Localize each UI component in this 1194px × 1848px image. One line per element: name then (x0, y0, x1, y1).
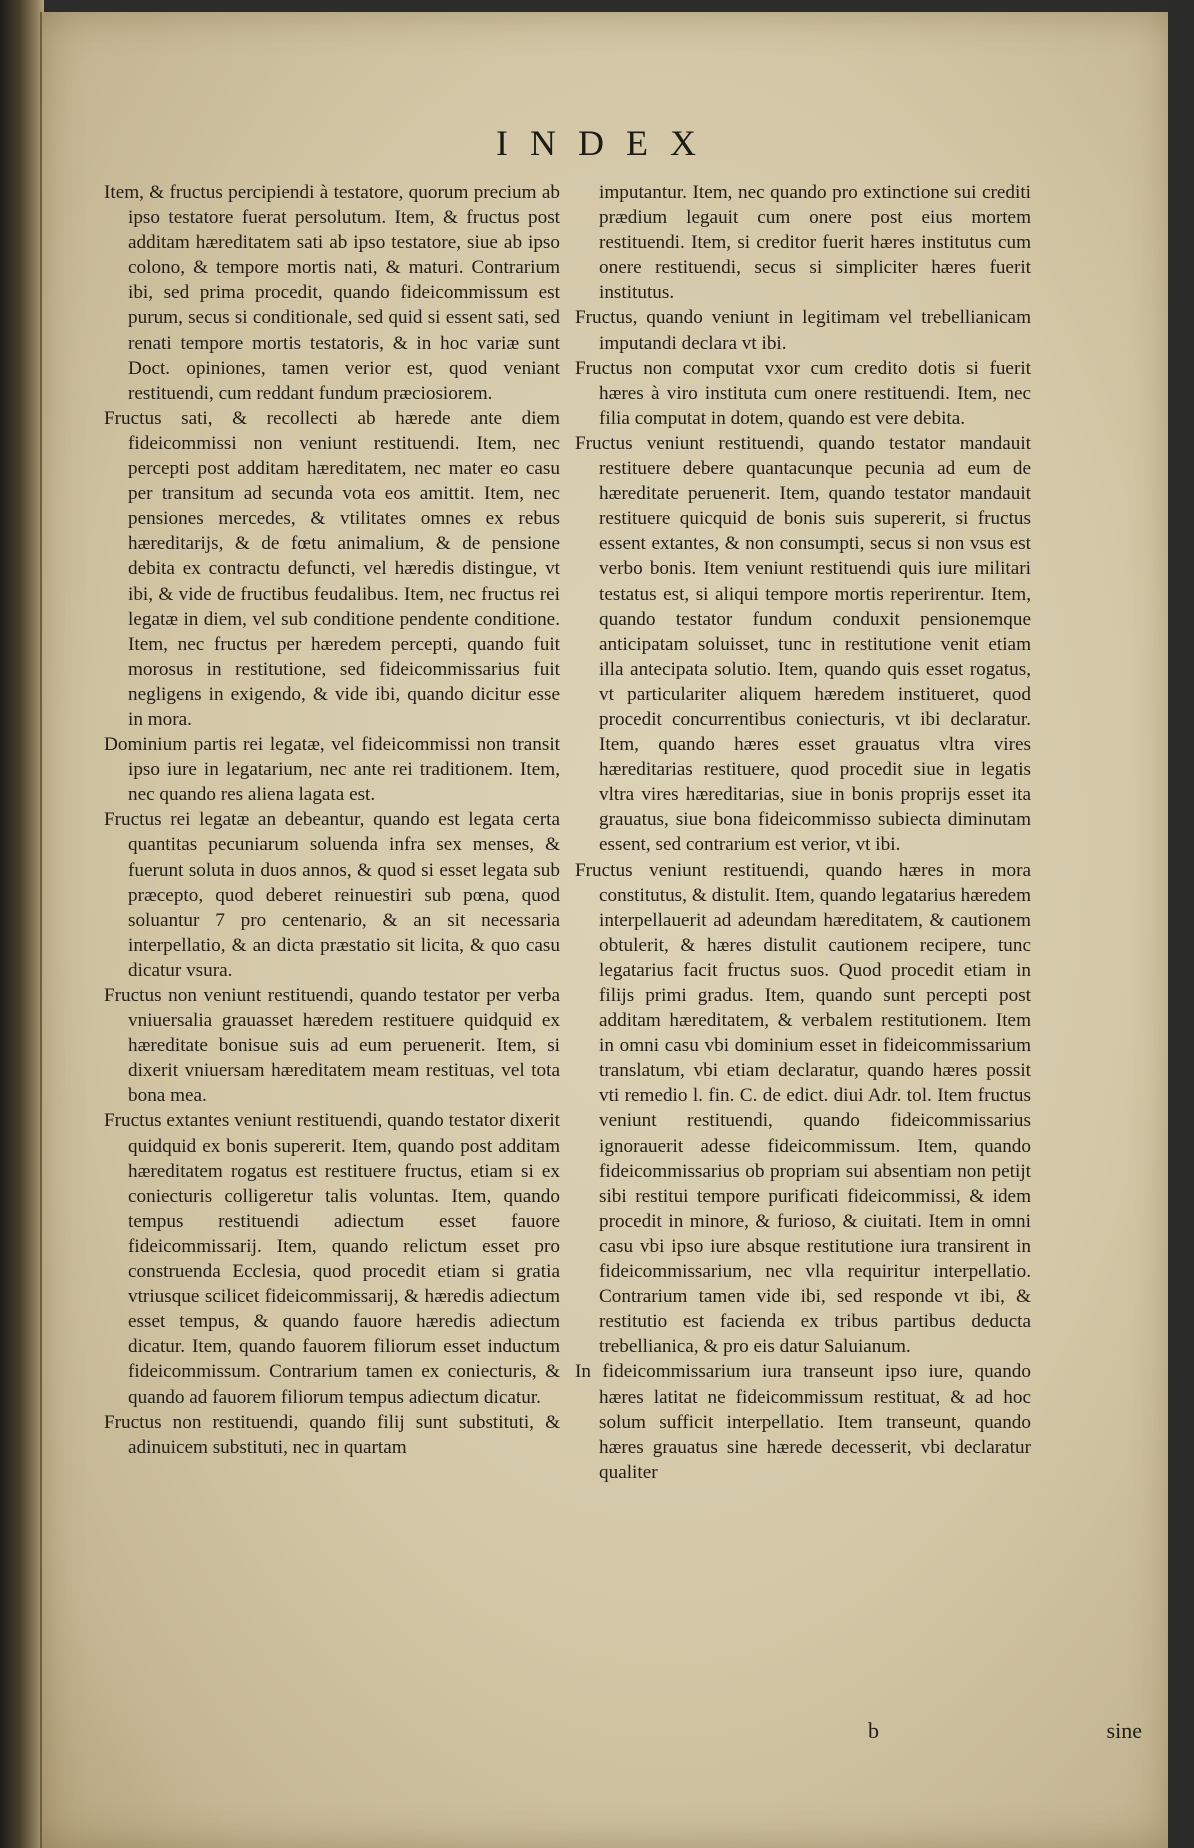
catchword: sine (1106, 1718, 1142, 1743)
index-entry: Dominium partis rei legatæ, vel fideicommissi non transit ipso iure in legatarium, nec ante rei traditionem. Item, nec quando res aliena lagata est. (104, 734, 560, 806)
index-entry: Fructus non computat vxor cum credito dotis si fuerit hæres à viro instituta cum onere restituendi. Item, nec filia computat in dotem, quando est vere debita. (575, 357, 1031, 429)
scan-background-edge (1168, 0, 1194, 1848)
index-entry: Fructus sati, & recollecti ab hærede ante diem fideicommissi non veniunt restituendi. Item, nec percepti post additam hæreditatem, nec mater eo casu per transitum ad secunda vota eos amittit. Item, nec pensiones mercedes, & vtilitates omnes ex rebus hæreditarijs, & de fœtu animalium, & de pensione debita ex contractu defuncti, vel hæredis distingue, vt ibi, & vide de fructibus feudalibus. Item, nec fructus rei legatæ in diem, vel sub conditione pendente conditione. Item, nec fructus per hæredem percepti, quando fuit morosus in restitutione, sed fideicommissarius fuit negligens in exigendo, & vide ibi, quando dicitur esse in mora. (104, 407, 560, 730)
index-entry: Item, & fructus percipiendi à testatore, quorum precium ab ipso testatore fuerat persolutum. Item, & fructus post additam hæreditatem sati ab ipso testatore, siue ab ipso colono, & tempore mortis nati, & maturi. Contrarium ibi, sed prima procedit, quando fideicommissum est purum, secus si conditionale, sed quid si essent sati, sed renati tempore mortis testatoris, & in hoc variæ sunt Doct. opiniones, tamen verior est, quod veniant restituendi, cum reddant fundum præciosiorem. (104, 182, 560, 404)
page-footer (852, 1718, 1142, 1744)
index-entry: Fructus veniunt restituendi, quando hæres in mora constitutus, & distulit. Item, quando legatarius hæredem interpellauerit ad adeundam hæreditatem, & cautionem obtulerit, & hæres distulit cautionem recipere, tunc legatarius facit fructus suos. Quod procedit etiam in filijs primi gradus. Item, quando sunt percepti post additam hæreditatem, & verbalem restitutionem. Item in omni casu vbi dominium esset in fideicommissarium translatum, vbi etiam declaratur, quando hæres possit vti remedio l. fin. C. de edict. diui Adr. tol. Item fructus veniunt restituendi, quando fideicommissarius ignorauerit adesse fideicommissum. Item, quando fideicommissarius ob propriam sui absentiam non petijt sibi restitui tempore purificati fideicommissi, & idem procedit in minore, & furioso, & ciuitati. Item in omni casu vbi ipso iure absque restitutione iura transirent in fideicommissarium, nec vlla requiritur interpellatio. Contrarium tamen vide ibi, sed responde vt ibi, & restitutio est facienda ex tribus partibus deducta trebellianica, & pro eis datur Saluianum. (575, 859, 1031, 1358)
index-entry: Fructus, quando veniunt in legitimam vel trebellianicam imputandi declara vt ibi. (575, 307, 1031, 354)
index-entry: Fructus rei legatæ an debeantur, quando est legata certa quantitas pecuniarum soluenda infra sex menses, & fuerunt soluta in duos annos, & quod si esset legata sub præcepto, quod deberet reinuestiri sub pœna, quod soluantur 7 pro centenario, & an sit necessaria interpellatio, & an dicta præstatio sit licita, & quo casu dicatur vsura. (104, 809, 560, 981)
page-title: INDEX (496, 123, 718, 163)
binding-spine (0, 0, 44, 1848)
index-entry-continuation: imputantur. Item, nec quando pro extinctione sui crediti prædium legauit cum onere post eius mortem restituendi. Item, si creditor fuerit hæres institutus cum onere restituendi, secus si simpliciter hæres fuerit institutus. (599, 182, 1031, 304)
index-entry: In fideicommissarium iura transeunt ipso iure, quando hæres latitat ne fideicommissum restituat, & ad hoc solum sufficit interpellatio. Item transeunt, quando hæres grauatus sine hærede decesserit, vbi declaratur qualiter (575, 1361, 1031, 1483)
book-page (40, 12, 1172, 1848)
signature-mark: b (868, 1718, 879, 1743)
index-entry: Fructus non veniunt restituendi, quando testator per verba vniuersalia grauasset hæredem restituere quidquid ex hæreditate bonisue suis ad eum peruenerit. Item, si dixerit vniuersam hæreditatem meam restituas, vel tota bona mea. (104, 985, 560, 1107)
index-entry: Fructus non restituendi, quando filij sunt substituti, & adinuicem substituti, nec in quartam (104, 1411, 560, 1458)
left-column (104, 180, 560, 1460)
index-entry: Fructus veniunt restituendi, quando testator mandauit restituere debere quantacunque pecunia ad eum de hæreditate peruenerit. Item, quando testator mandauit restituere quicquid de bonis suis supererit, si fructus essent extantes, & non consumpti, secus si non vsus est verbo bonis. Item veniunt restituendi quis iure militari testatus est, si aliqui tempore mortis reperirentur. Item, quando testator fundum conduxit pensionemque anticipatam soluisset, tunc in restitutione venit etiam illa antecipata solutio. Item, quando quis esset rogatus, vt particulariter aliquem hæredem institueret, quod procedit concurrentibus coniecturis, vt ibi declaratur. Item, quando hæres esset grauatus vltra vires hæreditarias restituere, quod procedit siue in legatis vltra vires hæreditarias, siue in bonis proprijs esset ita grauatus, siue bona fideicommisso subiecta diminutam essent, sed contrarium est verior, vt ibi. (575, 432, 1031, 856)
right-column (575, 180, 1031, 1485)
index-entry: Fructus extantes veniunt restituendi, quando testator dixerit quidquid ex bonis supererit. Item, quando post additam hæreditatem rogatus est restituere fructus, etiam si ex coniecturis colligeretur talis voluntas. Item, quando tempus restituendi adiectum esset fauore fideicommissarij. Item, quando relictum esset pro construenda Ecclesia, quod procedit etiam si gratia vtriusque scilicet fideicommissarij, & hæredis adiectum esset tempus, & quando fauore hæredis adiectum dicatur. Item, quando fauorem filiorum esset inductum fideicommissum. Contrarium tamen ex coniecturis, & quando ad fauorem filiorum tempus adiectum dicatur. (104, 1110, 560, 1408)
